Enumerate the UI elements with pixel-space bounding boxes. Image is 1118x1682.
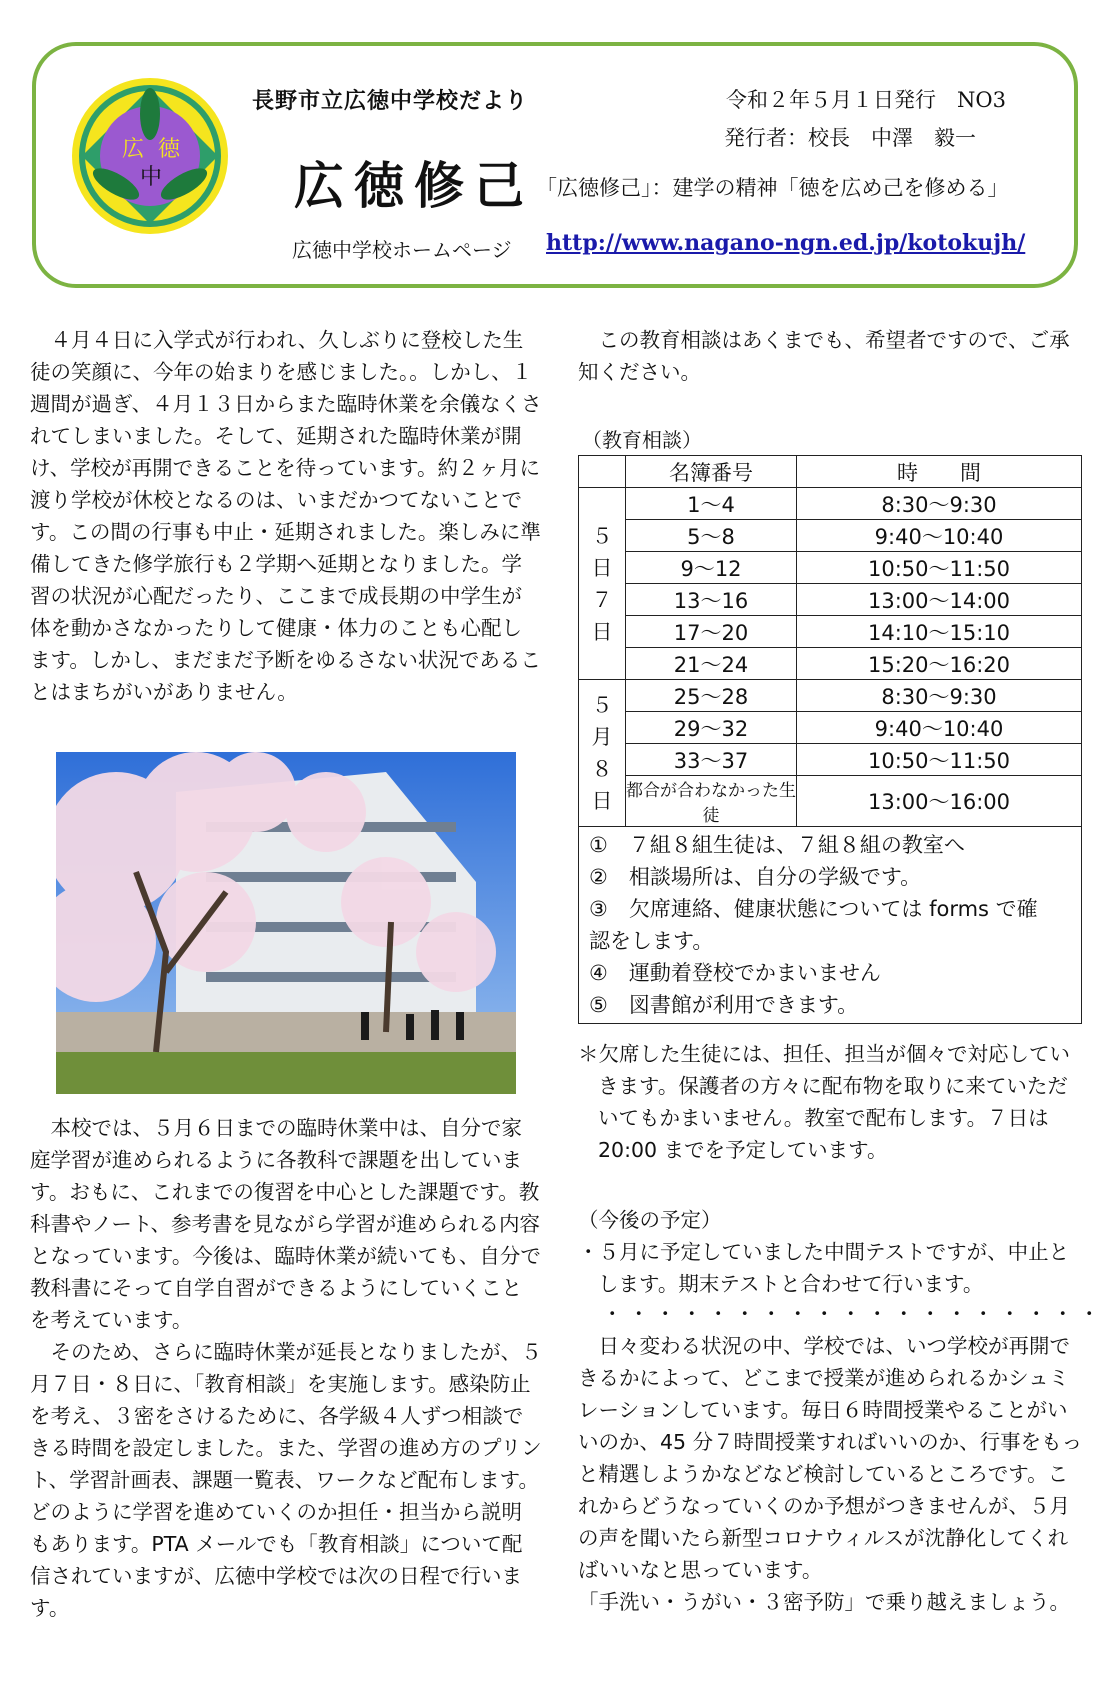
logo-char-center: 中 (140, 165, 163, 190)
absent-note: ＊欠席した生徒には、担任、担当が個々で対応していきます。保護者の方々に配布物を取りに来ていただいてもかまいません。教室で配布します。７日は 20:00 までを予定しています。 (578, 1042, 1070, 1162)
consultation-schedule-table (578, 455, 1082, 1024)
future-caption: （今後の予定） (578, 1208, 722, 1232)
dots-separator: ・・・・・・・・・・・・・・・・・・・ (602, 1302, 1106, 1326)
motto: 「広徳修己」：建学の精神「徳を広め己を修める」 (536, 176, 1009, 200)
table-notes-row (579, 827, 1082, 1024)
school-name: 長野市立広徳中学校だより (252, 88, 529, 114)
note-3: ③ 欠席連絡、健康状態については forms で確 (589, 897, 1038, 921)
school-emblem-logo (70, 76, 230, 236)
table-row: ５ 日 ７ 日 1～4 8:30～9:30 (579, 488, 1082, 520)
consultation-intro: この教育相談はあくまでも、希望者ですので、ご承知ください。 (578, 328, 1070, 384)
note-5: ⑤ 図書館が利用できます。 (589, 993, 859, 1017)
future-item: ・５月に予定していました中間テストですが、中止とします。期末テストと合わせて行います。 (578, 1240, 1070, 1296)
logo-char-right: 徳 (158, 137, 181, 162)
left-column-lower (30, 1112, 542, 1624)
table-caption: （教育相談） (582, 428, 702, 452)
table-row: 29～32 9:40～10:40 (579, 712, 1082, 744)
logo-char-left: 広 (122, 137, 145, 162)
homepage-label: 広徳中学校ホームページ (292, 238, 512, 262)
note-3-cont: 認をします。 (589, 929, 714, 953)
note-1: ① ７組８組生徒は、７組８組の教室へ (589, 833, 965, 857)
paragraph-consultation: そのため、さらに臨時休業が延長となりましたが、５月７日・８日に、「教育相談」を実施します。感染防止を考え、３密をさけるために、各学級４人ずつ相談できる時間を設定しました。また、学習の進め方のプリント、学習計画表、課題一覧表、ワークなど配布します。どのように学習を進めていくのか担任・担当から説明もあります。PTA メールでも「教育相談」について配信されていますが、広徳中学校では次の日程で行います。 (30, 1340, 542, 1620)
table-row: 21～24 15:20～16:20 (579, 648, 1082, 680)
header-number: 名簿番号 (626, 456, 797, 488)
note-2: ② 相談場所は、自分の学級です。 (589, 865, 922, 889)
issue-date: 令和２年５月１日発行 NO3 (726, 88, 1006, 112)
table-row: ５ 月 ８ 日 25～28 8:30～9:30 (579, 680, 1082, 712)
table-row: 9～12 10:50～11:50 (579, 552, 1082, 584)
table-row: 5～8 9:40～10:40 (579, 520, 1082, 552)
schedule-notes (579, 827, 1082, 1024)
right-column-intro (578, 324, 1088, 388)
table-row: 都合が合わなかった生徒 13:00～16:00 (579, 776, 1082, 827)
left-column (30, 324, 542, 708)
header-time: 時 間 (797, 456, 1082, 488)
school-cherry-blossom-photo (56, 752, 516, 1094)
table-row: 13～16 13:00～14:00 (579, 584, 1082, 616)
slogan: 「手洗い・うがい・３密予防」で乗り越えましょう。 (578, 1590, 1070, 1614)
publisher: 発行者：校長 中澤 毅一 (724, 126, 976, 150)
paragraph-entrance: ４月４日に入学式が行われ、久しぶりに登校した生徒の笑顔に、今年の始まりを感じました。。しかし、１週間が過ぎ、４月１３日からまた臨時休業を余儀なくされてしまいました。そして、延期された臨時休業が開け、学校が再開できることを待っています。約２ヶ月に渡り学校が休校となるのは、いまだかつてないことです。この間の行事も中止・延期されました。楽しみに準備してきた修学旅行も２学期へ延期となりました。学習の状況が心配だったり、ここまで成長期の中学生が体を動かさなかったりして健康・体力のことも心配します。しかし、まだまだ予断をゆるさない状況であることはまちがいがありません。 (30, 328, 542, 704)
day-label-may8: ５ 月 ８ 日 (579, 680, 626, 827)
note-4: ④ 運動着登校でかまいません (589, 961, 881, 985)
table-header-row (579, 456, 1082, 488)
newsletter-header (32, 42, 1078, 288)
closing-paragraph: 日々変わる状況の中、学校では、いつ学校が再開できるかによって、どこまで授業が進められるかシュミレーションしています。毎日６時間授業やることがいいのか、45 分７時間授業すればいいのか、行事をもっと精選しようかなどなど検討しているところです。これからどうなっていくのか予想がつきませんが、５月の声を聞いたら新型コロナウィルスが沈静化してくればいいなと思っています。 (578, 1334, 1083, 1582)
table-row: 17～20 14:10～15:10 (579, 616, 1082, 648)
newsletter-title: 広徳修己 (294, 156, 534, 215)
table-row: 33～37 10:50～11:50 (579, 744, 1082, 776)
day-label-may7: ５ 日 ７ 日 (579, 488, 626, 680)
homepage-link[interactable]: http://www.nagano-ngn.ed.jp/kotokujh/ (546, 230, 1026, 256)
paragraph-homework: 本校では、５月６日までの臨時休業中は、自分で家庭学習が進められるように各教科で課題を出しています。おもに、これまでの復習を中心とした課題です。教科書やノート、参考書を見ながら学習が進められる内容となっています。今後は、臨時休業が続いても、自分で教科書にそって自学自習ができるようにしていくことを考えています。 (30, 1116, 541, 1332)
